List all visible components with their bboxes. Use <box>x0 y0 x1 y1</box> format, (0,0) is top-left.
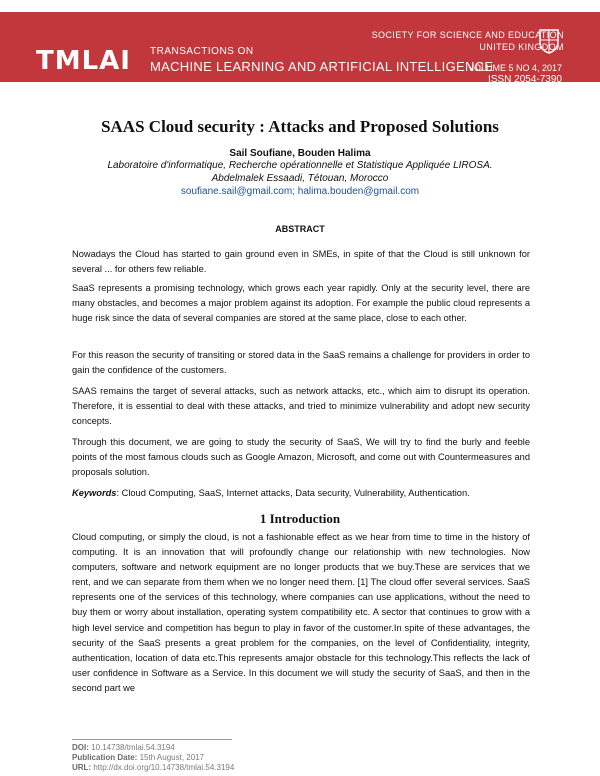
abstract-paragraph-2: SaaS represents a promising technology, which grows each year rapidly. Only at the security level, there are many obstacles, and becomes a major problem against its adoption. For example the public cloud represents a huge risk since the data of several companies are stored at the same place, close to each other. <box>72 283 530 324</box>
journal-name-line2: MACHINE LEARNING AND ARTIFICIAL INTELLIGENCE <box>150 59 494 74</box>
url-label: URL: <box>72 763 92 772</box>
abstract-paragraph-3: For this reason the security of transiting or stored data in the SaaS remains a challenge for providers in order to gain the confidence of the customers. <box>72 350 530 376</box>
doi-label: DOI: <box>72 743 89 752</box>
society-country: UNITED KINGDOM <box>479 42 564 52</box>
keywords-text: : Cloud Computing, SaaS, Internet attacks, Data security, Vulnerability, Authentication. <box>116 488 470 498</box>
abstract-paragraph-4: SAAS remains the target of several attacks, such as network attacks, etc., which aim to disrupt its operation. Therefore, it is essential to deal with these attacks, and tried to minimize vulnerability and adopt new security concepts. <box>72 386 530 427</box>
footer-doi <box>72 743 175 752</box>
doi-value: 10.14738/tmlai.54.3194 <box>88 743 175 752</box>
crest-icon <box>538 28 560 54</box>
abstract-paragraph-1: Nowadays the Cloud has started to gain ground even in SMEs, in spite of that the Cloud is still unknown for several ... for others few reliable. <box>72 249 530 275</box>
footer-divider <box>72 739 232 740</box>
volume-label: VOLUME 5 NO 4, 2017 <box>467 63 562 73</box>
section-heading-introduction: 1 Introduction <box>259 511 341 526</box>
journal-banner <box>0 12 600 85</box>
author-emails[interactable]: soufiane.sail@gmail.com; halima.bouden@gmail.com <box>180 186 420 197</box>
issn-label: ISSN 2054-7390 <box>488 74 562 85</box>
keywords-line <box>72 486 530 501</box>
keywords-label: Keywords <box>72 488 117 498</box>
publication-date-value: 15th August, 2017 <box>137 753 205 762</box>
journal-name-line1: TRANSACTIONS ON <box>150 46 254 57</box>
footer-url <box>72 763 234 772</box>
introduction-body: Cloud computing, or simply the cloud, is not a fashionable effect as we hear from time to time in the history of computing. It is an innovation that will profoundly change our relationship with new technologies. Now computers, software and network equipment are no longer products that we buy.These are services that we rent, and we can separate from them when we no longer need them. [1] The cloud offer several services. SaaS represents one of the services of this technology, where companies can use applications, without the need to buy them or worry about installation, operating system compatibility etc. A sector that continues to grow with a high level service and competition has begun to play in favor of the customer.In spite of these advantages, the security of the SaaS presents a great problem for the companies, on the level of Confidentiality, integrity, authentication, location of data etc.This represents amajor obstacle for this technology.This reflects the lack of user confidence in Software as a Service. In this document we will study the security of SaaS, and then in the second part we <box>72 532 530 693</box>
affiliation-line1: Laboratoire d'informatique, Recherche opérationnelle et Statistique Appliquée LIROSA. <box>107 160 493 171</box>
journal-logo: TMLAI <box>36 46 131 76</box>
abstract-paragraph-5: Through this document, we are going to study the security of SaaS, We will try to find the burly and feeble points of the most famous clouds such as Google Amazon, Microsoft, and come out with Countermeasures and proposals solution. <box>72 437 530 478</box>
authors: Sail Soufiane, Bouden Halima <box>229 148 371 159</box>
url-value[interactable]: http://dx.doi.org/10.14738/tmlai.54.3194 <box>91 763 235 772</box>
society-name: SOCIETY FOR SCIENCE AND EDUCATION <box>371 30 564 40</box>
affiliation-line2: Abdelmalek Essaadi, Tétouan, Morocco <box>211 173 389 184</box>
footer-publication-date <box>72 753 204 762</box>
paper-title: SAAS Cloud security : Attacks and Proposed Solutions <box>101 117 499 136</box>
publication-date-label: Publication Date: <box>72 753 138 762</box>
abstract-heading: ABSTRACT <box>275 224 325 234</box>
